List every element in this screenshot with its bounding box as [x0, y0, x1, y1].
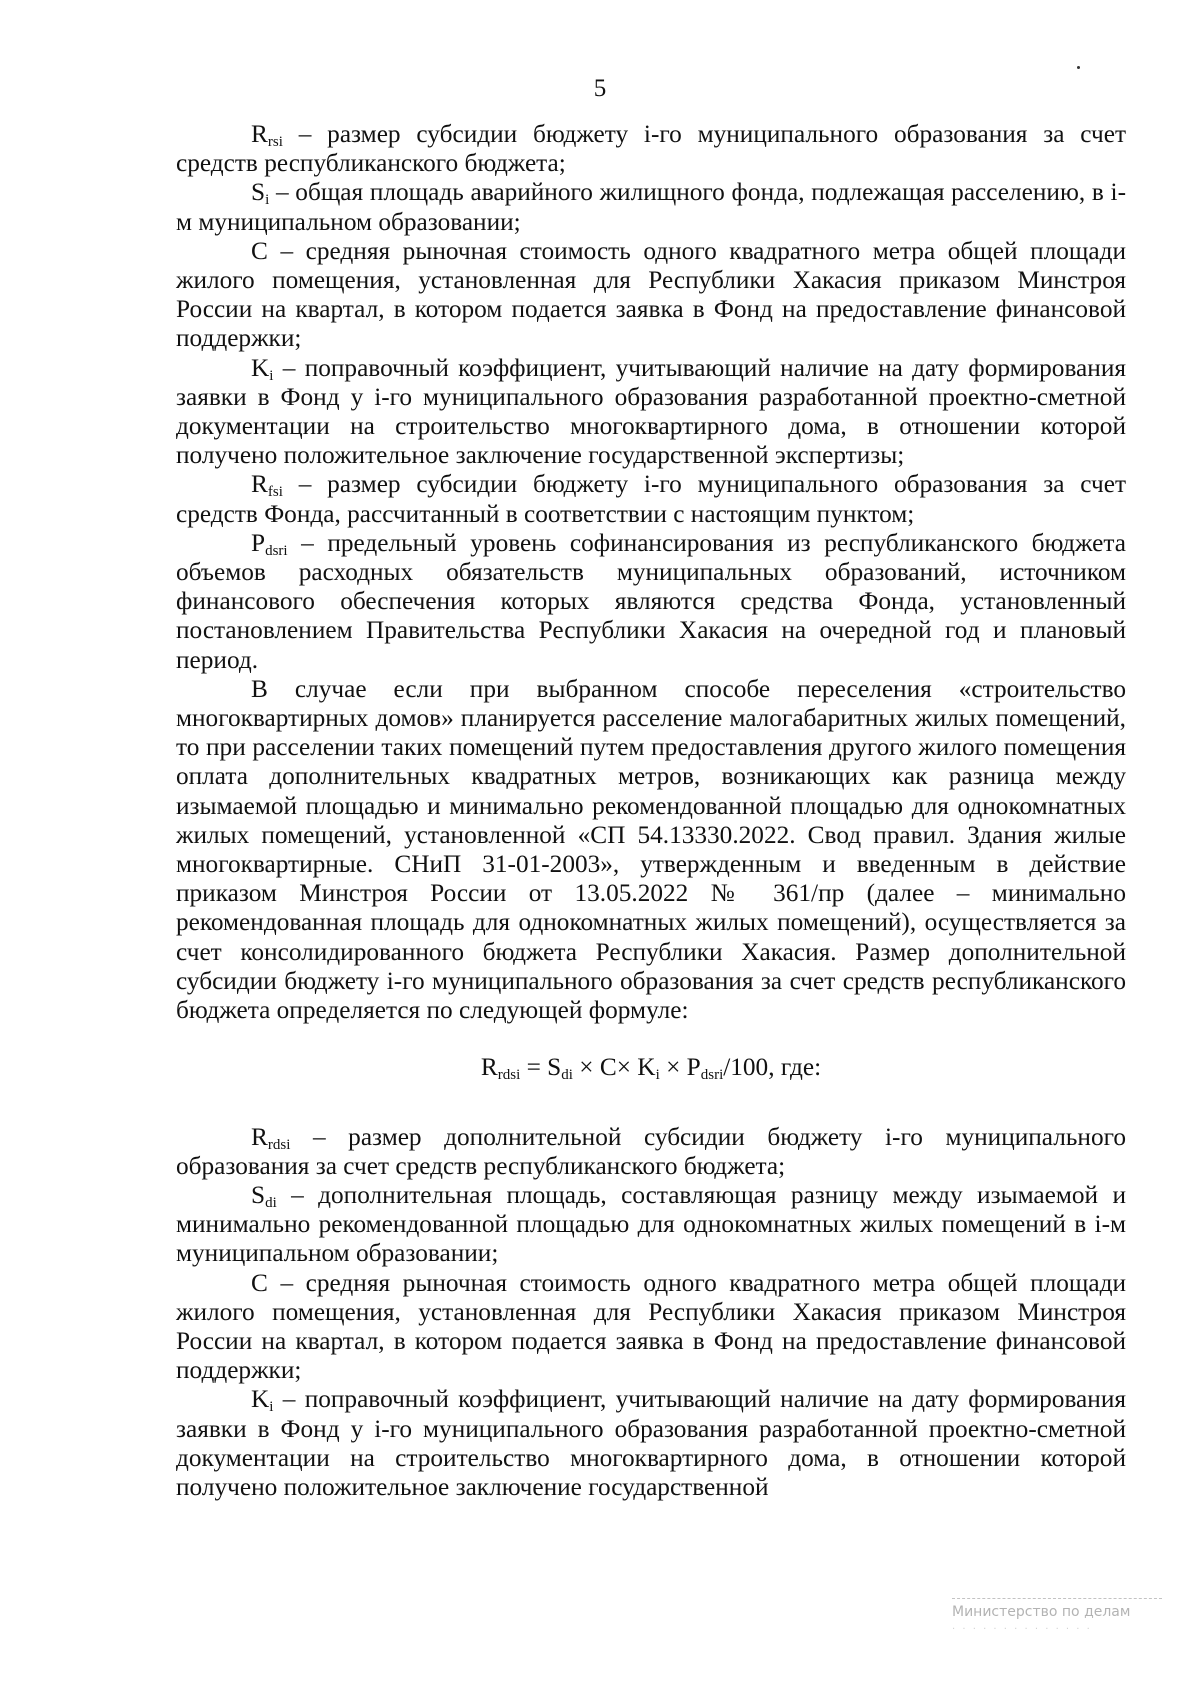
definition-c: C – средняя рыночная стоимость одного квадратного метра общей площади жилого помещения, установленная для Республики Хакасия приказом Минстроя России на квартал, в котором подается заявка в Фонд на предоставление финансовой поддержки;: [176, 236, 1126, 353]
definition-k-i-repeat: $K_i$ – поправочный коэффициент, учитывающий наличие на дату формирования заявки в Фонд у i-го муниципального образования разработанной проектно-сметной документации на строительство многоквартирного дома, в отношении которой получено положительное заключение государственной: [176, 1385, 1126, 1501]
definition-k-i: $K_i$ – поправочный коэффициент, учитывающий наличие на дату формирования заявки в Фонд у i-го муниципального образования разработанной проектно-сметной документации на строительство многоквартирного дома, в отношении которой получено положительное заключение государственной экспертизы;: [176, 353, 1126, 470]
definition-s-i: $S_i$ – общая площадь аварийного жилищного фонда, подлежащая расселению, в i-м муниципальном образовании;: [176, 178, 1126, 236]
definition-p-dsri: $P_{dsri}$ – предельный уровень софинансирования из республиканского бюджета объемов расходных обязательств муниципальных образований, источником финансового обеспечения которых являются средства Фонда, установленный постановлением Правительства Республики Хакасия на очередной год и плановый период.: [176, 528, 1126, 674]
page-number: 5: [593, 75, 607, 102]
definition-r-rsi: $R_{rsi}$ – размер субсидии бюджету i-го муниципального образования за счет средств республиканского бюджета;: [176, 120, 1126, 178]
definition-s-di: $S_{di}$ – дополнительная площадь, составляющая разницу между изымаемой и минимально рекомендованной площадью для однокомнатных жилых помещений в i-м муниципальном образовании;: [176, 1180, 1126, 1268]
stamp-faint-line: · · · · · · · · · · · · · ·: [952, 1624, 1092, 1635]
stamp-rule: [952, 1598, 1162, 1599]
scan-speck: [1077, 66, 1080, 69]
formula: $R_{rdsi} = S_{di} \times C\times K_i \times P_{dsri}/100$, где:: [480, 1053, 822, 1084]
definition-r-rdsi: $R_{rdsi}$ – размер дополнительной субсидии бюджету i-го муниципального образования за счет средств республиканского бюджета;: [176, 1122, 1126, 1180]
document-body: [176, 120, 1126, 1502]
definition-r-fsi: $R_{fsi}$ – размер субсидии бюджету i-го муниципального образования за счет средств Фонда, рассчитанный в соответствии с настоящим пунктом;: [176, 470, 1126, 528]
definition-c-repeat: C – средняя рыночная стоимость одного квадратного метра общей площади жилого помещения, установленная для Республики Хакасия приказом Минстроя России на квартал, в котором подается заявка в Фонд на предоставление финансовой поддержки;: [176, 1268, 1126, 1385]
stamp-text-line: Министерство по делам: [952, 1604, 1131, 1620]
registration-stamp: [952, 1598, 1162, 1642]
body-paragraph-small-apartments: В случае если при выбранном способе переселения «строительство многоквартирных домов» планируется расселение малогабаритных жилых помещений, то при расселении таких помещений путем предоставления другого жилого помещения оплата дополнительных квадратных метров, возникающих как разница между изымаемой площадью и минимально рекомендованной площадью для однокомнатных жилых помещений, установленной «СП 54.13330.2022. Свод правил. Здания жилые многоквартирные. СНиП 31-01-2003», утвержденным и введенным в действие приказом Минстроя России от 13.05.2022 № 361/пр (далее – минимально рекомендованная площадь для однокомнатных жилых помещений), осуществляется за счет консолидированного бюджета Республики Хакасия. Размер дополнительной субсидии бюджету i-го муниципального образования за счет средств республиканского бюджета определяется по следующей формуле:: [176, 674, 1126, 1025]
